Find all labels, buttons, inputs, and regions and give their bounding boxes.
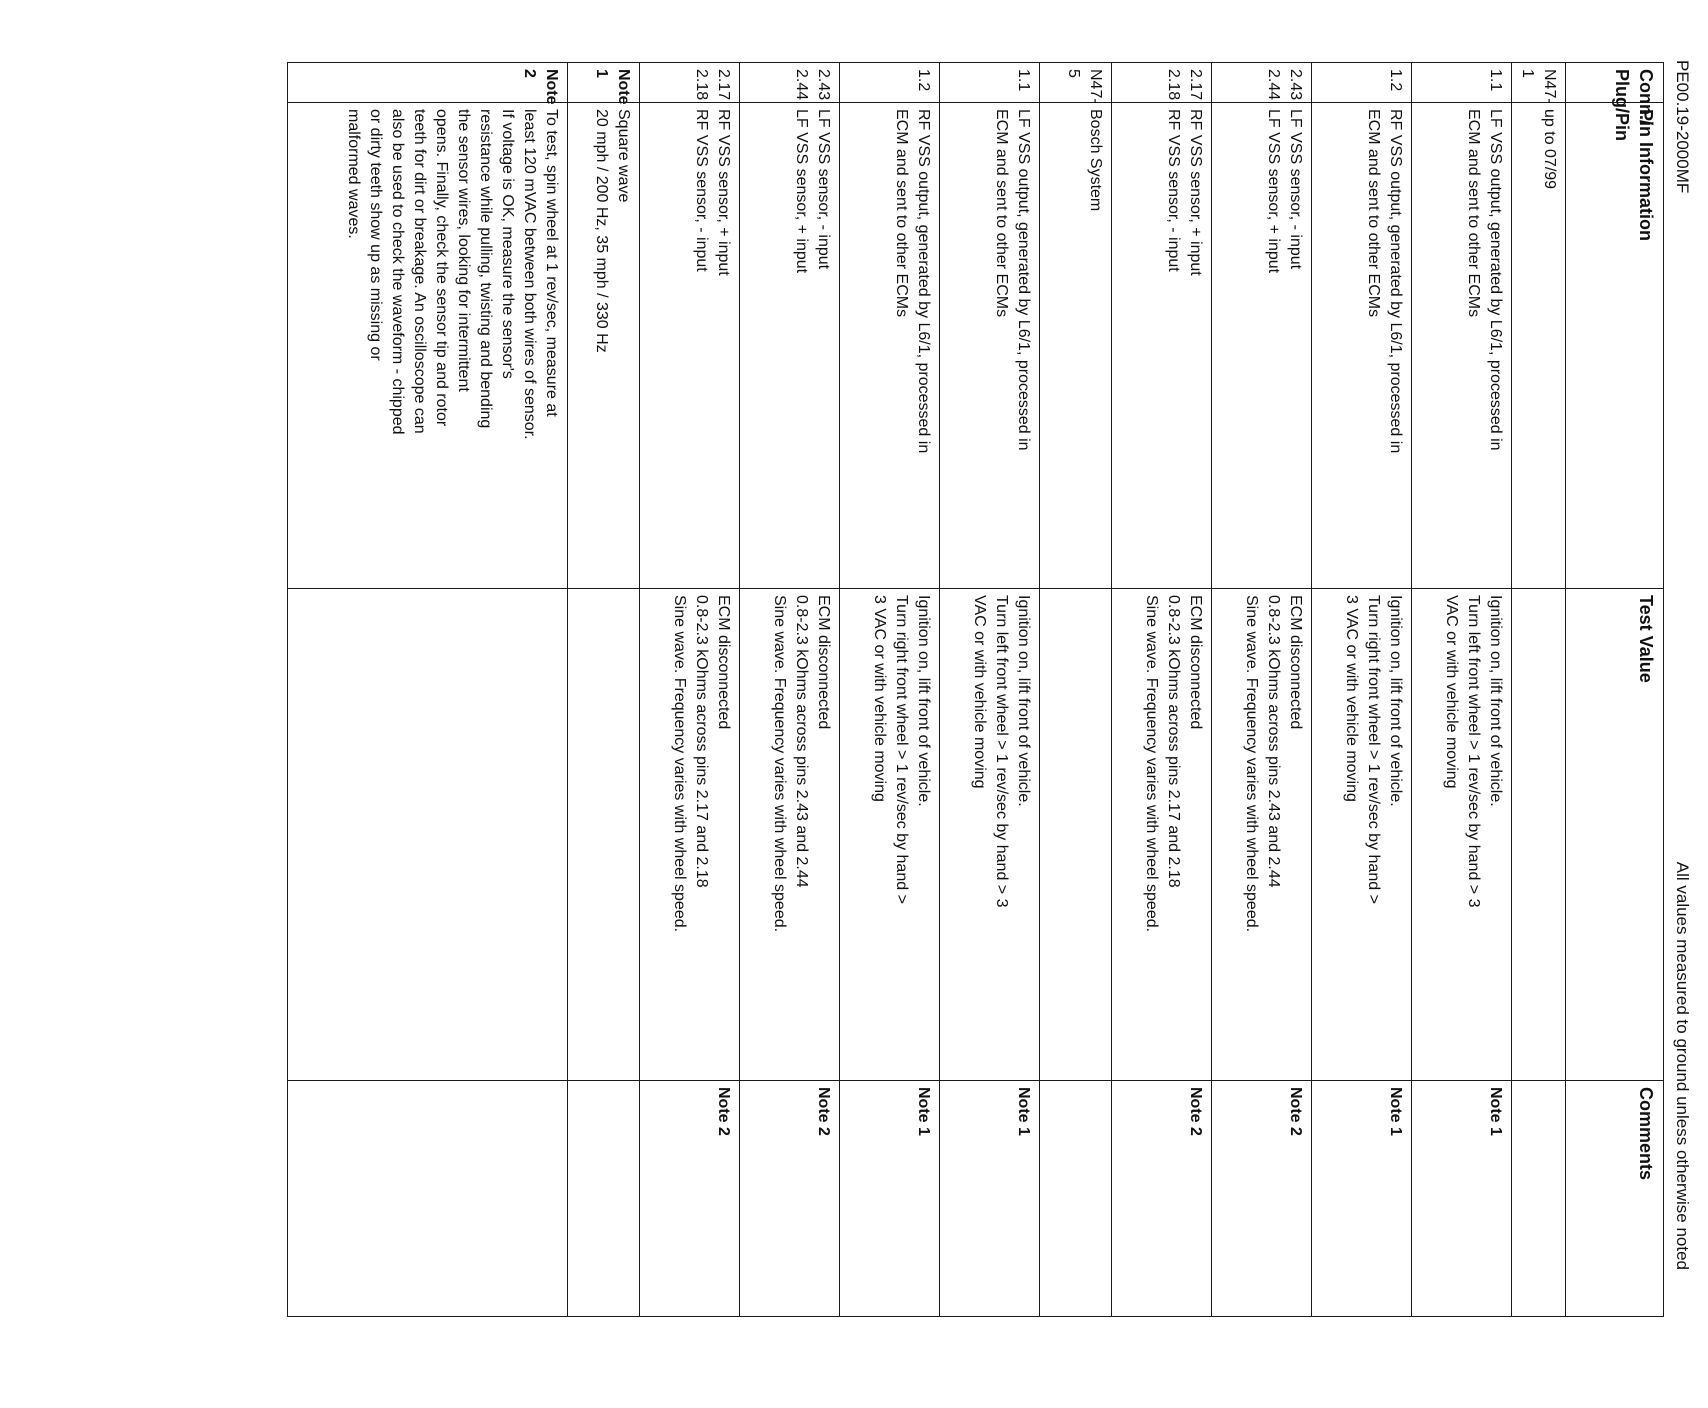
table-row — [740, 63, 840, 1317]
note-row — [568, 63, 640, 1317]
pin-test-table — [287, 62, 1664, 1317]
table-row — [840, 63, 940, 1317]
conn-cell: N47-5 — [1040, 63, 1112, 103]
comments-cell — [1040, 1081, 1112, 1317]
note-label-cell: Note 2 — [288, 63, 568, 103]
comments-cell: Note 1 — [1312, 1081, 1412, 1317]
pin-info-cell: up to 07/99 — [1512, 103, 1566, 589]
header-comments: Comments — [1566, 1081, 1664, 1317]
test-value-cell: Ignition on, lift front of vehicle. Turn right front wheel > 1 rev/sec by hand > 3 VAC or with vehicle moving — [1312, 589, 1412, 1081]
empty-cell — [288, 589, 568, 1081]
pin-info-cell: RF VSS output, generated by L6/1, processed in ECM and sent to other ECMs — [1312, 103, 1412, 589]
table-row — [1512, 63, 1566, 1317]
comments-cell — [1512, 1081, 1566, 1317]
table-row — [640, 63, 740, 1317]
conn-cell: 1.2 — [1312, 63, 1412, 103]
test-value-cell: ECM disconnected 0.8-2.3 kOhms across pins 2.43 and 2.44 Sine wave. Frequency varies with wheel speed. — [740, 589, 840, 1081]
conn-cell: 1.1 — [940, 63, 1040, 103]
comments-cell: Note 1 — [840, 1081, 940, 1317]
table-row — [1212, 63, 1312, 1317]
header-test-value: Test Value — [1566, 589, 1664, 1081]
comments-cell: Note 2 — [1112, 1081, 1212, 1317]
test-value-cell — [1040, 589, 1112, 1081]
table-row — [1412, 63, 1512, 1317]
pin-info-cell: RF VSS sensor, + input RF VSS sensor, - input — [1112, 103, 1212, 589]
comments-cell: Note 2 — [640, 1081, 740, 1317]
table-row — [1312, 63, 1412, 1317]
conn-cell: 2.43 2.44 — [740, 63, 840, 103]
conn-cell: N47-1 — [1512, 63, 1566, 103]
table-row — [1040, 63, 1112, 1317]
header-conn-plug-pin: Conn./ Plug/Pin — [1566, 63, 1664, 103]
comments-cell: Note 2 — [1212, 1081, 1312, 1317]
note-text-cell: Square wave 20 mph / 200 Hz, 35 mph / 330 Hz — [568, 103, 640, 589]
table-row — [940, 63, 1040, 1317]
empty-cell — [568, 1081, 640, 1317]
test-value-cell: ECM disconnected 0.8-2.3 kOhms across pins 2.43 and 2.44 Sine wave. Frequency varies with wheel speed. — [1212, 589, 1312, 1081]
pin-info-cell: RF VSS output, generated by L6/1, processed in ECM and sent to other ECMs — [840, 103, 940, 589]
conn-cell: 1.2 — [840, 63, 940, 103]
table-header-row — [1566, 63, 1664, 1317]
conn-cell: 1.1 — [1412, 63, 1512, 103]
comments-cell: Note 1 — [940, 1081, 1040, 1317]
conn-cell: 2.17 2.18 — [640, 63, 740, 103]
header-pin-information: Pin Information — [1566, 103, 1664, 589]
test-value-cell: Ignition on, lift front of vehicle. Turn left front wheel > 1 rev/sec by hand > 3 VAC or with vehicle moving — [940, 589, 1040, 1081]
pin-info-cell: LF VSS output, generated by L6/1, processed in ECM and sent to other ECMs — [940, 103, 1040, 589]
note-label-cell: Note 1 — [568, 63, 640, 103]
pin-info-cell: RF VSS sensor, + input RF VSS sensor, - input — [640, 103, 740, 589]
document-id: PE00.19-2000MF — [1673, 60, 1692, 194]
pin-info-cell: LF VSS output, generated by L6/1, processed in ECM and sent to other ECMs — [1412, 103, 1512, 589]
empty-cell — [288, 1081, 568, 1317]
conn-cell: 2.17 2.18 — [1112, 63, 1212, 103]
test-value-cell: Ignition on, lift front of vehicle. Turn left front wheel > 1 rev/sec by hand > 3 VAC or with vehicle moving — [1412, 589, 1512, 1081]
note-text-cell: To test, spin wheel at 1 rev/sec, measure at least 120 mVAC between both wires of sensor. If voltage is OK, measure the sensor's resistance while pulling, twisting and bending the sensor wires, looking for intermittent opens. Finally, check the sensor tip and rotor teeth for dirt or breakage. An oscilloscope can also be used to check the waveform - chipped or dirty teeth show up as missing or malformed waves. — [288, 103, 568, 589]
table-row — [1112, 63, 1212, 1317]
test-value-cell: ECM disconnected 0.8-2.3 kOhms across pins 2.17 and 2.18 Sine wave. Frequency varies with wheel speed. — [1112, 589, 1212, 1081]
pin-info-cell: Bosch System — [1040, 103, 1112, 589]
pin-info-cell: LF VSS sensor, - input LF VSS sensor, + input — [1212, 103, 1312, 589]
note-row — [288, 63, 568, 1317]
test-value-cell: Ignition on, lift front of vehicle. Turn right front wheel > 1 rev/sec by hand > 3 VAC or with vehicle moving — [840, 589, 940, 1081]
pin-info-cell: LF VSS sensor, - input LF VSS sensor, + input — [740, 103, 840, 589]
test-value-cell — [1512, 589, 1566, 1081]
test-value-cell: ECM disconnected 0.8-2.3 kOhms across pins 2.17 and 2.18 Sine wave. Frequency varies with wheel speed. — [640, 589, 740, 1081]
comments-cell: Note 2 — [740, 1081, 840, 1317]
conn-cell: 2.43 2.44 — [1212, 63, 1312, 103]
measurement-note: All values measured to ground unless otherwise noted — [1673, 861, 1692, 1270]
empty-cell — [568, 589, 640, 1081]
comments-cell: Note 1 — [1412, 1081, 1512, 1317]
